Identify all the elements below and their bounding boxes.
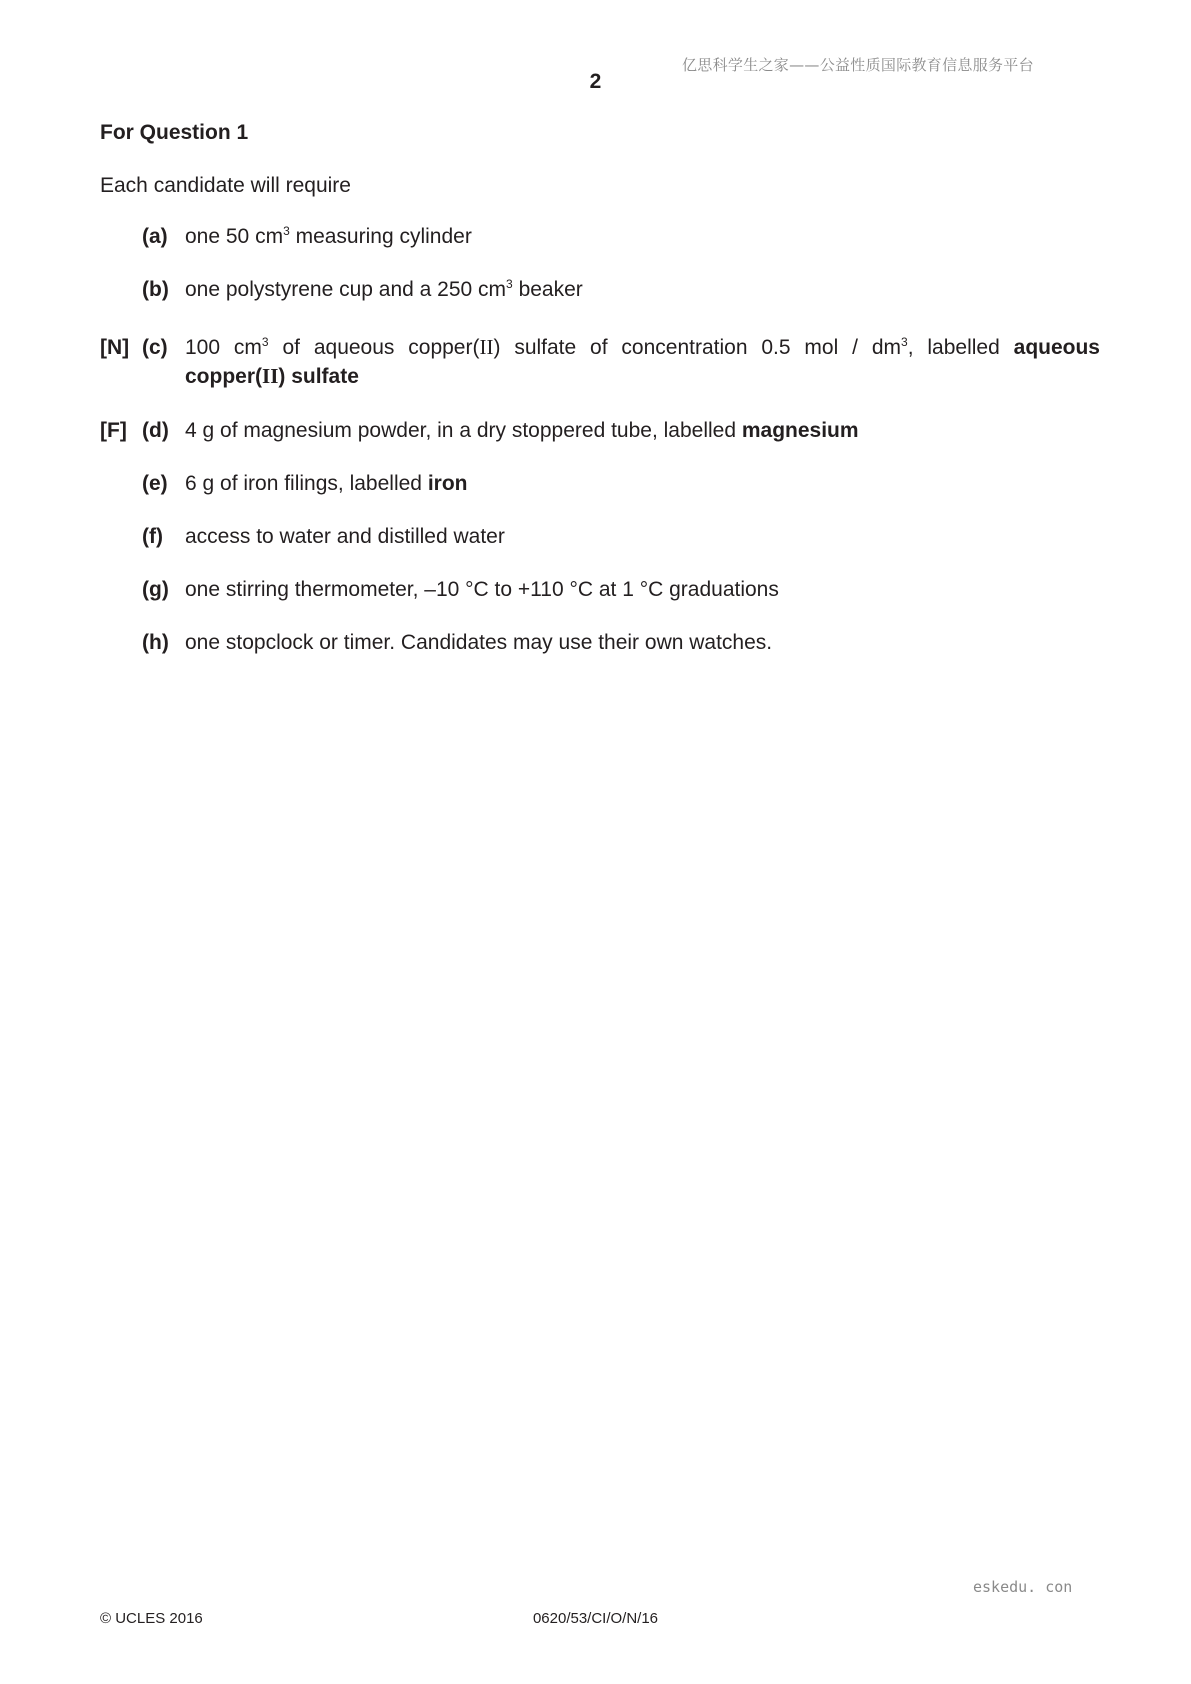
- item-text-line-1: 100 $cm^3$ of aqueous copper(II) sulfate of concentration 0.5 mol / $dm^3$, labelled aqueous: [185, 335, 1100, 359]
- footer-code: 0620/53/CI/O/N/16: [532, 1610, 659, 1627]
- part-label: (a): [142, 225, 168, 248]
- watermark-top: 亿思科学生之家——公益性质国际教育信息服务平台: [682, 56, 1034, 74]
- item-text: access to water and distilled water: [185, 525, 505, 548]
- page-number: 2: [589, 70, 602, 93]
- tag-label: [F]: [100, 419, 127, 442]
- list-item-f: [100, 522, 1100, 551]
- list-item-e: [100, 469, 1100, 498]
- part-label: (g): [142, 578, 169, 601]
- part-label: (h): [142, 631, 169, 654]
- part-label: (b): [142, 278, 169, 301]
- part-label: (c): [142, 336, 168, 359]
- intro-text: Each candidate will require: [100, 174, 351, 197]
- list-item-h: [100, 628, 1100, 657]
- part-label: (e): [142, 472, 168, 495]
- item-text: one stirring thermometer, –10 °C to +110 °C at 1 °C graduations: [185, 578, 779, 601]
- item-text: one 50 $cm^3$ measuring cylinder: [185, 224, 472, 248]
- part-label: (d): [142, 419, 169, 442]
- item-text: one polystyrene cup and a 250 $cm^3$ beaker: [185, 277, 583, 301]
- item-text-line-2: copper(II) sulfate: [185, 364, 359, 388]
- list-item-c: [100, 333, 1100, 391]
- footer-copyright: © UCLES 2016: [100, 1610, 203, 1627]
- section-heading: For Question 1: [100, 121, 249, 144]
- item-text: 4 g of magnesium powder, in a dry stoppered tube, labelled magnesium: [185, 419, 859, 442]
- item-text: one stopclock or timer. Candidates may use their own watches.: [185, 631, 773, 654]
- item-text: 6 g of iron filings, labelled iron: [185, 472, 468, 495]
- tag-label: [N]: [100, 336, 130, 359]
- list-item-a: [100, 222, 1100, 251]
- part-label: (f): [142, 525, 163, 548]
- list-item-b: [100, 275, 1100, 304]
- watermark-bottom: eskedu. con: [973, 1578, 1073, 1596]
- list-item-g: [100, 575, 1100, 604]
- list-item-d: [100, 416, 1100, 445]
